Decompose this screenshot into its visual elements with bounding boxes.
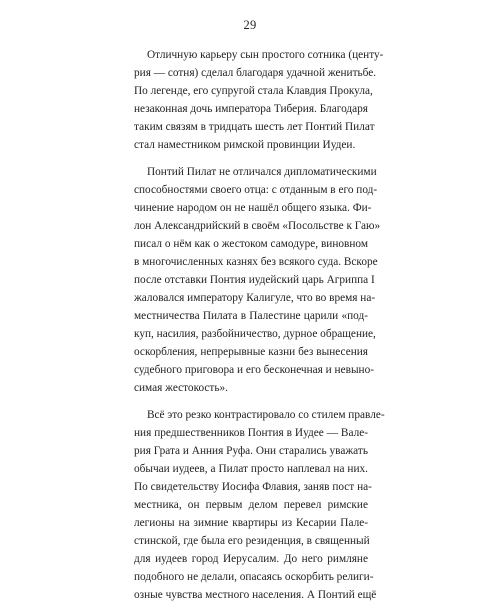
text-line: куп, насилия, разбойничество, дурное обращение,: [134, 328, 376, 340]
text-line: таким связям в тридцать шесть лет Понтий Пилат: [134, 121, 375, 133]
text-line: лон Александрийский в своём «Посольстве к Гаю»: [134, 220, 381, 232]
text-line: рия — сотня) сделал благодаря удачной женитьбе.: [134, 67, 377, 79]
text-line: судебного приговора и его бесконечная и невыно-: [134, 364, 374, 376]
text-line: ния предшественников Понтия в Иудее — Вале-: [134, 427, 368, 439]
text-line: чинение народом он не нашёл общего языка. Фи-: [134, 202, 372, 214]
paragraph-gap: [134, 397, 368, 406]
text-line: незаконная дочь императора Тиберия. Благодаря: [134, 103, 368, 115]
text-line: симая жестокость».: [134, 382, 228, 394]
paragraph: [134, 406, 385, 604]
text-line: обычаи иудеев, а Пилат просто наплевал на них.: [134, 463, 368, 475]
text-line: легионы на зимние квартиры из Кесарии Пале-: [134, 517, 368, 529]
paragraph: [134, 46, 384, 154]
text-line: По свидетельству Иосифа Флавия, заняв пост на-: [134, 481, 372, 493]
text-line: Всё это резко контрастировало со стилем правле-: [147, 409, 385, 421]
body-text: [134, 46, 385, 604]
text-line: местника, он первым делом перевел римские: [134, 499, 368, 511]
text-line: после отставки Понтия иудейский царь Агриппа I: [134, 274, 375, 286]
text-line: По легенде, его супругой стала Клавдия Прокула,: [134, 85, 373, 97]
text-line: подобного не делали, опасаясь оскорбить религи-: [134, 571, 374, 583]
paragraph: [134, 163, 381, 397]
text-line: для иудеев город Иерусалим. До него римляне: [134, 553, 368, 565]
page-number: 29: [243, 18, 257, 32]
text-line: жаловался императору Калигуле, что во время на-: [134, 292, 376, 304]
text-line: рия Грата и Анния Руфа. Они старались уважать: [134, 445, 368, 457]
text-line: способностями своего отца: с отданным в его под-: [134, 184, 378, 196]
text-line: местничества Пилата в Палестине царили «под-: [134, 310, 368, 322]
text-line: оскорбления, непрерывные казни без вынесения: [134, 346, 368, 358]
text-line: стинской, где была его резиденция, в священный: [134, 535, 370, 547]
text-line: Отличную карьеру сын простого сотника (центу-: [147, 49, 384, 61]
paragraph-gap: [134, 154, 368, 163]
text-line: Понтий Пилат не отличался дипломатическими: [147, 166, 377, 178]
text-line: озные чувства местного населения. А Понтий ещё: [134, 589, 377, 601]
text-line: стал наместником римской провинции Иудеи.: [134, 139, 356, 151]
text-line: писал о нём как о жестоком самодуре, виновном: [134, 238, 368, 250]
text-line: в многочисленных казнях без всякого суда. Вскоре: [134, 256, 378, 268]
